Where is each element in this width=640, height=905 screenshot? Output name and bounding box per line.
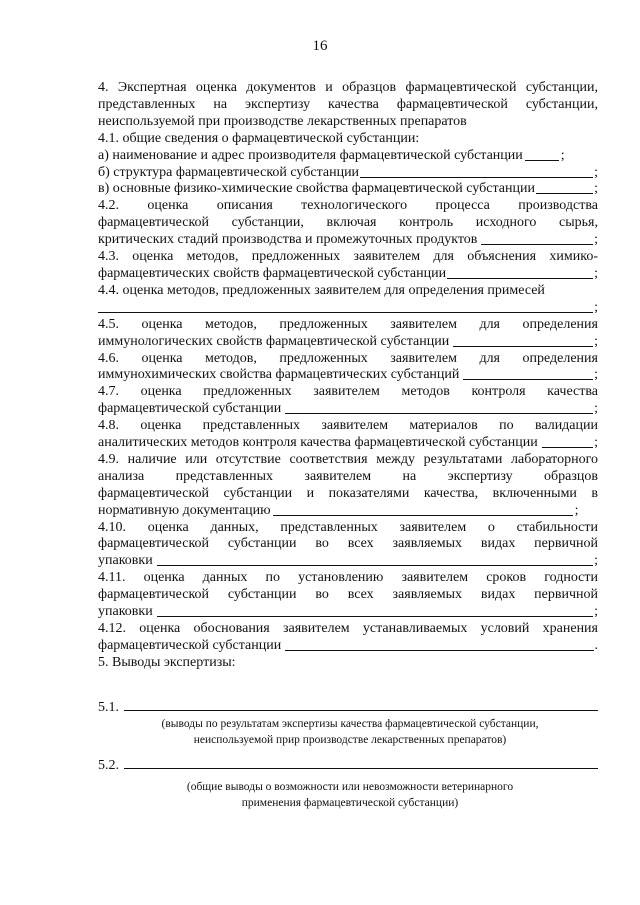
item-4-10-line-3 bbox=[98, 553, 598, 570]
conclusion-5-2-note-line-1: (общие выводы о возможности или невозможности ветеринарного bbox=[186, 781, 514, 793]
conclusion-5-2-note-line-2: применения фармацевтической субстанции) bbox=[241, 797, 459, 809]
conclusion-5-1 bbox=[98, 700, 598, 716]
item-4-7-blank bbox=[285, 412, 593, 414]
item-4-12-line-2 bbox=[98, 638, 598, 655]
conclusion-5-2-blank bbox=[124, 767, 598, 769]
item-4-9-line-1: 4.9. наличие или отсутствие соответствия между результатами лабораторного bbox=[98, 451, 598, 467]
item-4-9-line-4-text: нормативную документацию bbox=[98, 502, 271, 518]
semicolon: ; bbox=[594, 553, 598, 569]
semicolon: ; bbox=[594, 299, 598, 315]
page-number: 16 bbox=[312, 38, 328, 54]
item-4-5-line-2-text: иммунологических свойств фармацевтической субстанции bbox=[98, 333, 450, 349]
conclusion-5-2-note bbox=[110, 779, 590, 811]
item-4-1-b-text: б) структура фармацевтической субстанции bbox=[98, 164, 360, 180]
item-4-7-line-2 bbox=[98, 401, 598, 418]
item-4-9-line-4 bbox=[98, 503, 598, 520]
item-4-4-blank bbox=[98, 311, 593, 313]
item-4-5-blank bbox=[453, 345, 593, 347]
item-4-10-line-1: 4.10. оценка данных, представленных заявителем о стабильности bbox=[98, 519, 598, 535]
item-4-5-line-1: 4.5. оценка методов, предложенных заявителем для определения bbox=[98, 316, 598, 332]
item-4-7-line-2-text: фармацевтической субстанции bbox=[98, 401, 282, 417]
item-4-8-line-1: 4.8. оценка представленных заявителем материалов по валидации bbox=[98, 418, 598, 434]
item-4-2-line-3-text: критических стадий производства и промежуточных продуктов bbox=[98, 232, 478, 248]
semicolon: ; bbox=[594, 367, 598, 383]
conclusion-5-1-note bbox=[110, 716, 590, 748]
conclusion-5-1-number: 5.1. bbox=[98, 700, 119, 715]
conclusion-5-2 bbox=[98, 758, 598, 774]
item-4-4: 4.4. оценка методов, предложенных заявителем для определения примесей bbox=[98, 282, 545, 298]
item-4-8-blank bbox=[542, 446, 593, 448]
item-4-11-line-3 bbox=[98, 604, 598, 621]
semicolon: ; bbox=[594, 164, 598, 180]
item-4-2-line-3 bbox=[98, 232, 598, 249]
item-4-10-line-3-text: упаковки bbox=[98, 553, 153, 569]
item-4-1-a bbox=[98, 148, 598, 165]
semicolon: ; bbox=[594, 232, 598, 248]
conclusion-5-2-number: 5.2. bbox=[98, 758, 119, 773]
item-4-2-line-2: фармацевтической субстанции, включая контроль исходного сырья, bbox=[98, 215, 598, 231]
item-4-3-line-2 bbox=[98, 266, 598, 283]
semicolon: ; bbox=[594, 435, 598, 451]
item-4-12-line-1: 4.12. оценка обоснования заявителем устанавливаемых условий хранения bbox=[98, 621, 598, 636]
semicolon: ; bbox=[594, 604, 598, 620]
item-4-9-line-2: анализа представленных заявителем на экспертизу образцов bbox=[98, 468, 598, 484]
semicolon: ; bbox=[594, 265, 598, 281]
section5-title: 5. Выводы экспертизы: bbox=[98, 654, 236, 670]
item-4-9-blank bbox=[273, 514, 573, 516]
item-4-8-line-2-text: аналитических методов контроля качества фармацевтической субстанции bbox=[98, 435, 538, 451]
item-4-5-line-2 bbox=[98, 334, 598, 351]
item-4-1-b bbox=[98, 165, 598, 182]
item-4-11-line-2: фармацевтической субстанции во всех заявляемых видах первичной bbox=[98, 587, 598, 603]
item-4-12-blank bbox=[285, 649, 593, 651]
semicolon: ; bbox=[560, 147, 565, 163]
semicolon: ; bbox=[574, 502, 579, 518]
item-4-6-line-2-text: иммунохимических свойства фармацевтических субстанций bbox=[98, 367, 460, 383]
item-4-12-line-2-text: фармацевтической субстанции bbox=[98, 637, 282, 653]
item-4-10-line-2: фармацевтической субстанции во всех заявляемых видах первичной bbox=[98, 536, 598, 552]
conclusion-5-1-note-line-2: неиспользуемой прир производстве лекарственных препаратов) bbox=[193, 734, 507, 746]
item-4-8-line-2 bbox=[98, 435, 598, 452]
item-4-1-a-blank bbox=[525, 159, 559, 161]
item-4-6-line-2 bbox=[98, 367, 598, 384]
item-4-1-c bbox=[98, 181, 598, 198]
conclusion-5-1-blank bbox=[124, 709, 598, 711]
item-4-2-blank bbox=[481, 243, 593, 245]
item-4-1-c-blank bbox=[536, 192, 593, 194]
item-4-2-line-1: 4.2. оценка описания технологического процесса производства bbox=[98, 198, 598, 214]
item-4-3-blank bbox=[447, 277, 593, 279]
item-4-10-blank bbox=[157, 564, 593, 566]
semicolon: ; bbox=[594, 181, 598, 197]
item-4-7-line-1: 4.7. оценка предложенных заявителем методов контроля качества bbox=[98, 384, 598, 400]
item-4-11-blank bbox=[157, 615, 593, 617]
item-4-3-line-1: 4.3. оценка методов, предложенных заявителем для объяснения химико- bbox=[98, 249, 598, 265]
section4-title-line-1: 4. Экспертная оценка документов и образцов фармацевтической субстанции, bbox=[98, 80, 598, 95]
section4-title-line-2: представленных на экспертизу качества фармацевтической субстанции, bbox=[98, 96, 598, 112]
conclusion-5-1-note-line-1: (выводы по результатам экспертизы качества фармацевтической субстанции, bbox=[161, 718, 539, 730]
item-4-1-c-text: в) основные физико-химические свойства фармацевтической субстанции bbox=[98, 181, 535, 197]
section4-title-line-3: неиспользуемой при производстве лекарственных препаратов bbox=[98, 113, 467, 129]
item-4-11-line-3-text: упаковки bbox=[98, 604, 153, 620]
semicolon: ; bbox=[594, 401, 598, 417]
item-4-1: 4.1. общие сведения о фармацевтической субстанции: bbox=[98, 130, 420, 146]
item-4-1-a-text: а) наименование и адрес производителя фармацевтической субстанции bbox=[98, 147, 523, 163]
item-4-6-blank bbox=[463, 378, 593, 380]
document-body bbox=[98, 80, 598, 672]
item-4-6-line-1: 4.6. оценка методов, предложенных заявителем для определения bbox=[98, 350, 598, 366]
item-4-9-line-3: фармацевтической субстанции и показателями качества, включенными в bbox=[98, 485, 598, 501]
item-4-3-line-2-text: фармацевтических свойств фармацевтической субстанции bbox=[98, 265, 447, 281]
item-4-11-line-1: 4.11. оценка данных по установлению заявителем сроков годности bbox=[98, 570, 598, 586]
item-4-4-blank-line bbox=[98, 300, 598, 317]
semicolon: ; bbox=[594, 333, 598, 349]
item-4-1-b-blank bbox=[360, 176, 593, 178]
period: . bbox=[594, 637, 598, 653]
